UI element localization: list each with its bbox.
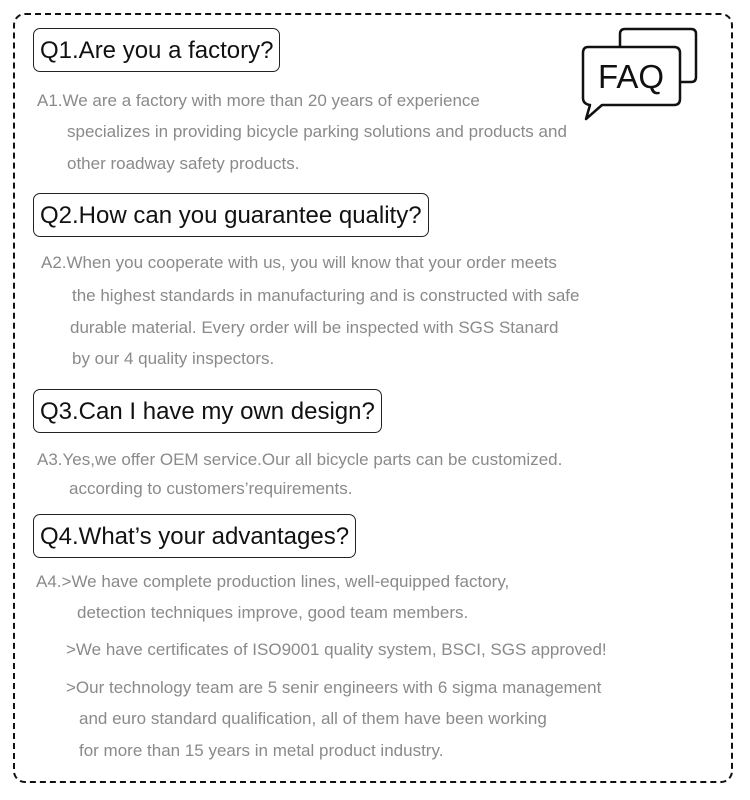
answer-4-line-6: for more than 15 years in metal product industry. [79,741,444,760]
answer-3-line-2: according to customers’requirements. [69,479,353,498]
answer-2-line-1: A2.When you cooperate with us, you will know that your order meets [41,253,557,272]
faq-speech-bubble-icon [580,27,702,122]
answer-1-line-3: other roadway safety products. [67,154,300,173]
answer-4-line-3: >We have certificates of ISO9001 quality system, BSCI, SGS approved! [66,640,607,659]
answer-2-line-2: the highest standards in manufacturing and is constructed with safe [72,286,580,305]
answer-4-line-4: >Our technology team are 5 senir engineers with 6 sigma management [66,678,602,697]
question-3-box: Q3.Can I have my own design? [33,389,382,433]
answer-4-line-5: and euro standard qualification, all of them have been working [79,709,547,728]
answer-4-line-2: detection techniques improve, good team members. [77,603,469,622]
answer-2-line-3: durable material. Every order will be inspected with SGS Stanard [70,318,559,337]
question-4-box: Q4.What’s your advantages? [33,514,356,558]
answer-1-line-2: specializes in providing bicycle parking solutions and products and [67,122,567,141]
answer-4-line-1: A4.>We have complete production lines, well-equipped factory, [36,572,510,591]
question-1-box: Q1.Are you a factory? [33,28,280,72]
answer-1-line-1: A1.We are a factory with more than 20 years of experience [37,91,480,110]
answer-2-line-4: by our 4 quality inspectors. [72,349,275,368]
question-2-box: Q2.How can you guarantee quality? [33,193,429,237]
answer-3-line-1: A3.Yes,we offer OEM service.Our all bicycle parts can be customized. [37,450,563,469]
faq-label: FAQ [597,58,665,95]
